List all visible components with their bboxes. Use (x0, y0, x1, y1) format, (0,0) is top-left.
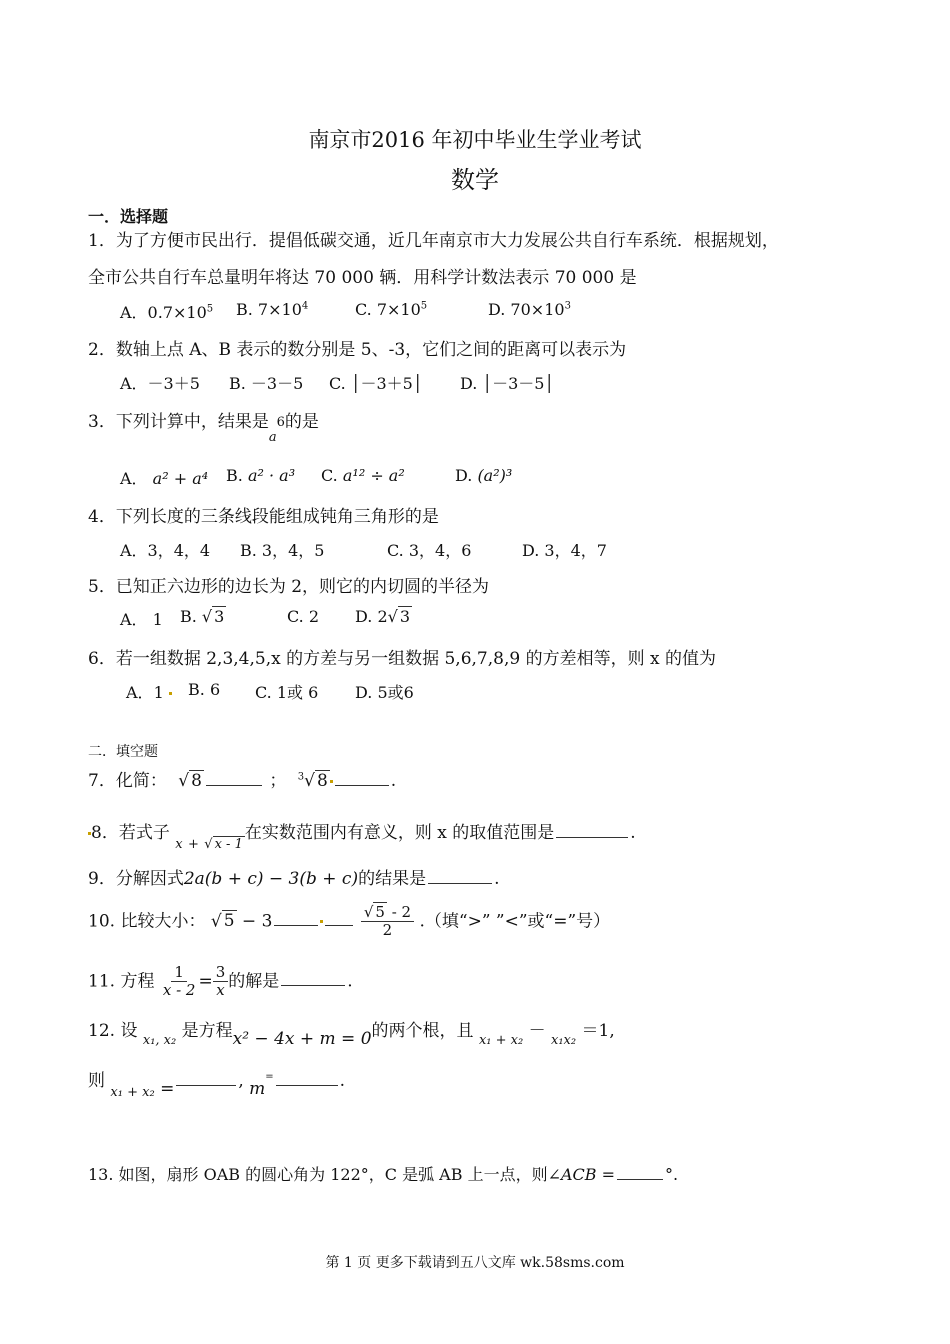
q4-stem: 4．下列长度的三条线段能组成钝角三角形的是 (88, 507, 439, 527)
q3-option-a: A． a² + a⁴ (120, 469, 209, 488)
q10-line: 10. 比较大小： √ 5 − 3 $\frac{√ 5 - 2}{2}$ .（填“>” ”<”或“=”号） (88, 903, 611, 940)
q4-option-a: A．3，4，4 (120, 541, 211, 560)
q13-line: 13. 如图，扇形 OAB 的圆心角为 122°，C 是弧 AB 上一点，则∠ACB = °. (88, 1165, 679, 1184)
q6-option-c: C. 1或 6 (255, 683, 319, 702)
q5-option-c: C. 2 (287, 607, 320, 626)
page-footer: 第 1 页 更多下载请到五八文库 wk.58sms.com (325, 1255, 625, 1271)
q5-stem: 5．已知正六边形的边长为 2，则它的内切圆的半径为 (88, 577, 490, 597)
q2-option-a: A．－3＋5 (120, 374, 200, 393)
q6-option-b: B. 6 (188, 680, 221, 699)
q3-option-b: B. a² · a³ (226, 466, 296, 485)
section-heading-fill: 二．填空题 (88, 744, 158, 760)
q10-fraction: $\frac{√ 5 - 2}{2}$ (361, 904, 414, 940)
q12-line2: 则 $_{x_1 + x_2}$ = , m= . (88, 1071, 346, 1100)
q6-option-d: D. 5或6 (355, 683, 414, 702)
q5-option-a: A． 1 (120, 610, 163, 629)
q1-option-b: B. $7\times 10^4$ (236, 300, 309, 319)
q2-option-c: C. │－3＋5│ (329, 374, 423, 393)
q12-line1: 12. 设 $_{x_1, x_2}$ 是方程x² − 4x + m = 0的两个根，且 $_{x_1 + x_2}$ － $_{x_1x_2}$ ＝1, (88, 1021, 615, 1049)
q4-option-c: C. 3，4，6 (387, 541, 472, 560)
q1-option-c: C. $7\times 10^5$ (355, 300, 428, 319)
q4-option-b: B. 3，4，5 (240, 541, 325, 560)
page-title: 南京市2016 年初中毕业生学业考试 (308, 128, 642, 152)
q5-option-b: B. √ 3 (180, 607, 225, 626)
q3-option-c: C. a¹² ÷ a² (321, 466, 405, 485)
q3-option-d: D. (a²)³ (455, 466, 513, 485)
q2-option-b: B. －3－5 (229, 374, 304, 393)
q8-line: 8．若式子 $_x$ $_+$ $_{√ x - 1}$在实数范围内有意义，则 x 的取值范围是 . (88, 818, 636, 843)
q7-line: 7．化简： √ 8 ； $^3$√ 8 . (88, 771, 397, 791)
q1-option-d: D. $70\times 10^3$ (488, 300, 571, 319)
page-subtitle: 数学 (451, 166, 499, 194)
q4-option-d: D. 3，4，7 (522, 541, 607, 560)
q6-option-a: A．1 (126, 680, 172, 703)
q1-stem-line2: 全市公共自行车总量明年将达 70 000 辆．用科学计数法表示 70 000 是 (88, 268, 637, 288)
q3-stem: 3．下列计算中，结果是$_a^6$的是 (88, 412, 319, 445)
q2-option-d: D. │－3－5│ (460, 374, 555, 393)
q5-option-d: D. 2√ 3 (355, 607, 411, 626)
q11-fraction-right: $\frac{3}{x}$ (213, 964, 229, 1000)
q1-stem-line1: 1．为了方便市民出行．提倡低碳交通，近几年南京市大力发展公共自行车系统．根据规划， (88, 231, 779, 251)
q6-stem: 6．若一组数据 2,3,4,5,x 的方差与另一组数据 5,6,7,8,9 的方差相等，则 x 的值为 (88, 649, 716, 669)
q9-line: 9．分解因式2a(b + c) − 3(b + c)的结果是 . (88, 869, 500, 889)
section-heading-choice: 一．选择题 (88, 207, 169, 226)
q11-fraction-left: $\frac{1}{x - 2}$ (162, 963, 196, 1000)
q2-stem: 2．数轴上点 A、B 表示的数分别是 5、-3，它们之间的距离可以表示为 (88, 340, 627, 360)
q1-option-a: A．$0.7\times 10^5$ (120, 303, 214, 322)
q11-line: 11. 方程 $\frac{1}{x - 2}$ = $\frac{3}{x}$ 的解是 . (88, 963, 353, 1000)
